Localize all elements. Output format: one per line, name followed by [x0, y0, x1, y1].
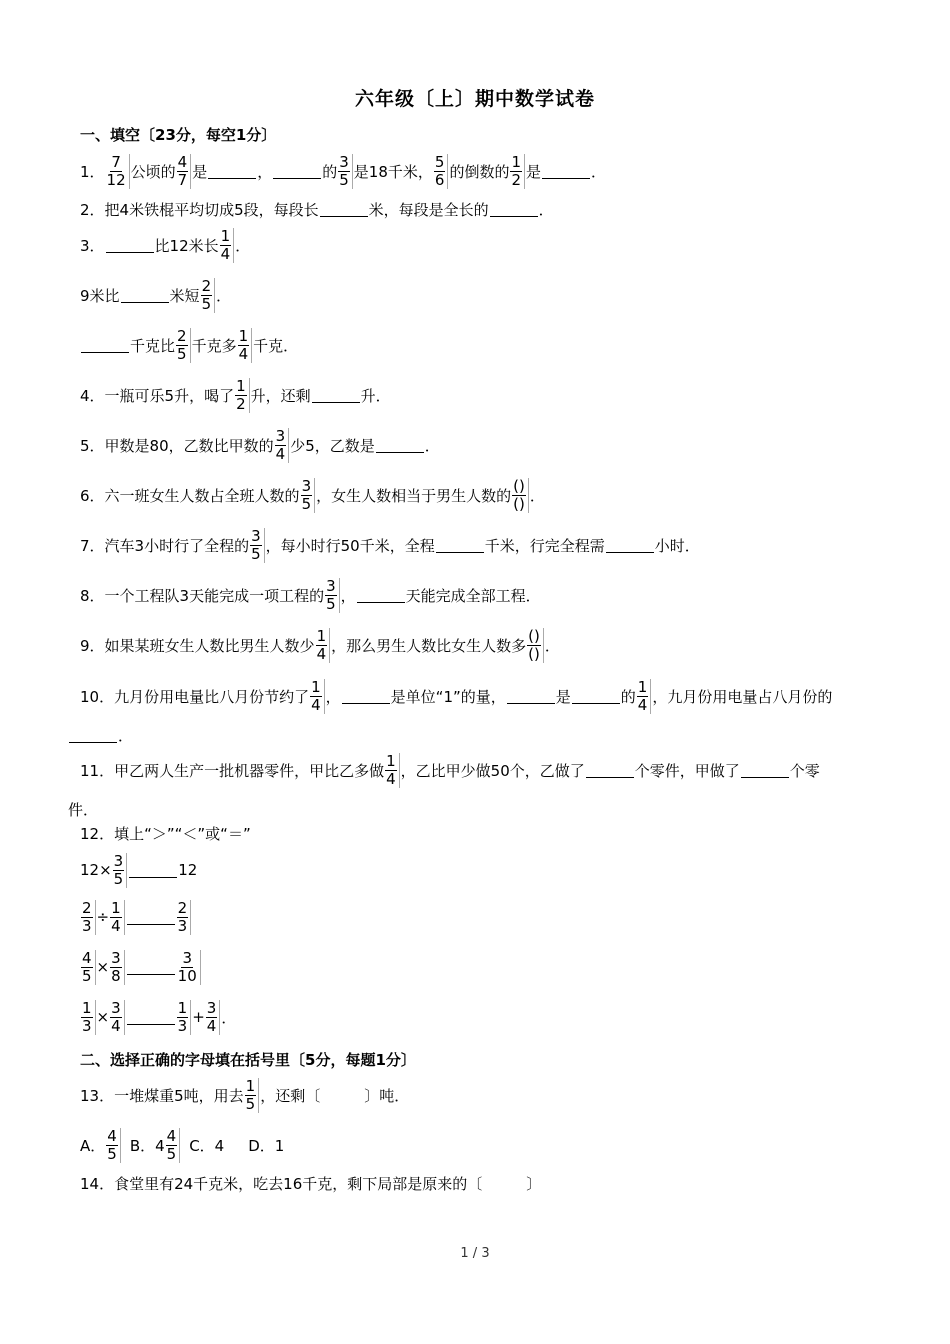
- fraction: $\frac{2}{3}$: [177, 900, 192, 935]
- answer-blank: [208, 164, 256, 179]
- answer-blank: [121, 288, 169, 303]
- fraction: $\frac{3}{4}$: [275, 428, 290, 463]
- fraction: $\frac{2}{5}$: [201, 278, 216, 313]
- answer-blank: [436, 538, 484, 553]
- question-4: 4． 一瓶可乐5升，喝了 $\frac{1}{2}$ 升，还剩 升．: [80, 376, 391, 413]
- fraction: $\frac{1}{4}$: [110, 900, 125, 935]
- answer-blank: [586, 763, 634, 778]
- page-title: 六年级〔上〕期中数学试卷: [354, 88, 595, 110]
- answer-blank: [81, 338, 129, 353]
- answer-blank: [320, 202, 368, 217]
- question-1: 1． $\frac{7}{12}$ 公顷的 $\frac{4}{7}$ 是 ， 的 $\frac{3}{5}$ 是18千米， $\frac{5}{6}$ 的倒数的 $\frac{1}{2}$ 是 ．: [80, 152, 607, 189]
- fraction: $\frac{1}{4}$: [637, 679, 652, 714]
- fraction: $\frac{1}{4}$: [310, 679, 325, 714]
- answer-blank: [606, 538, 654, 553]
- fraction: $\frac{5}{6}$: [434, 154, 449, 189]
- page-number: 1 / 3: [460, 1246, 490, 1261]
- fraction: $\frac{3}{10}$: [177, 950, 201, 985]
- section-heading-1: 一、填空〔23分，每空1分〕: [80, 126, 277, 144]
- answer-blank: [69, 728, 117, 743]
- answer-blank: [342, 689, 390, 704]
- fraction: $\frac{3}{5}$: [325, 578, 340, 613]
- question-5: 5． 甲数是80，乙数比甲数的 $\frac{3}{4}$ 少5，乙数是 ．: [80, 426, 440, 463]
- fraction: $\frac{3}{4}$: [206, 1000, 221, 1035]
- answer-blank: [507, 689, 555, 704]
- fraction-blank: $\frac{()}{()}$: [512, 478, 529, 513]
- fraction: $\frac{1}{3}$: [81, 1000, 96, 1035]
- question-11: 11． 甲乙两人生产一批机器零件，甲比乙多做 $\frac{1}{4}$ ，乙比甲少做50个，乙做了 个零件，甲做了 个零: [80, 751, 820, 788]
- answer-blank: [572, 689, 620, 704]
- answer-blank: [127, 1010, 175, 1025]
- question-10-cont: ．: [68, 712, 133, 758]
- compare-expr-2: $\frac{2}{3}$ ÷ $\frac{1}{4}$ $\frac{2}{3}$: [80, 894, 192, 940]
- answer-blank: [129, 863, 177, 878]
- fraction: $\frac{3}{5}$: [301, 478, 316, 513]
- fraction: $\frac{3}{4}$: [110, 1000, 125, 1035]
- answer-blank: [273, 164, 321, 179]
- question-8: 8． 一个工程队3天能完成一项工程的 $\frac{3}{5}$ ， 天能完成全部工程．: [80, 576, 541, 613]
- fraction: $\frac{1}{4}$: [316, 628, 331, 663]
- question-13-options: A． $\frac{4}{5}$ B．4 $\frac{4}{5}$ C．4 D．1: [80, 1126, 285, 1163]
- fraction: $\frac{1}{3}$: [177, 1000, 192, 1035]
- fraction: $\frac{1}{4}$: [385, 753, 400, 788]
- fraction-blank: $\frac{()}{()}$: [527, 628, 544, 663]
- fraction: $\frac{4}{5}$: [166, 1128, 181, 1163]
- fraction: $\frac{2}{3}$: [81, 900, 96, 935]
- fraction: $\frac{3}{8}$: [110, 950, 125, 985]
- fraction: $\frac{2}{5}$: [176, 328, 191, 363]
- fraction: $\frac{1}{4}$: [220, 228, 235, 263]
- question-7: 7． 汽车3小时行了全程的 $\frac{3}{5}$ ，每小时行50千米，全程 千米，行完全程需 小时．: [80, 526, 700, 563]
- question-14: 14． 食堂里有24千克米，吃去16千克，剩下局部是原来的〔 〕: [80, 1174, 542, 1193]
- section-heading-2: 二、选择正确的字母填在括号里〔5分，每题1分〕: [80, 1051, 416, 1069]
- answer-blank: [127, 910, 175, 925]
- fraction: $\frac{3}{5}$: [338, 154, 353, 189]
- fraction: $\frac{4}{5}$: [106, 1128, 121, 1163]
- fraction: $\frac{3}{5}$: [250, 528, 265, 563]
- compare-expr-1: 12× $\frac{3}{5}$ 12: [80, 851, 198, 888]
- fraction: $\frac{1}{4}$: [238, 328, 253, 363]
- compare-expr-3: $\frac{4}{5}$ × $\frac{3}{8}$ $\frac{3}{10}$: [80, 944, 202, 990]
- question-3b: 9米比 米短 $\frac{2}{5}$ ．: [80, 276, 232, 313]
- answer-blank: [542, 164, 590, 179]
- question-11-cont: 件．: [68, 800, 99, 819]
- question-6: 6． 六一班女生人数占全班人数的 $\frac{3}{5}$ ，女生人数相当于男生人数的 $\frac{()}{()}$ ．: [80, 476, 545, 513]
- question-3c: 千克比 $\frac{2}{5}$ 千克多 $\frac{1}{4}$ 千克．: [80, 322, 298, 368]
- question-12: 12． 填上“＞”“＜”或“＝”: [80, 824, 251, 843]
- question-9: 9． 如果某班女生人数比男生人数少 $\frac{1}{4}$ ，那么男生人数比女生人数多 $\frac{()}{()}$ ．: [80, 626, 560, 663]
- answer-blank: [376, 438, 424, 453]
- answer-blank: [490, 202, 538, 217]
- question-2: 2． 把4米铁棍平均切成5段，每段长 米，每段是全长的 ．: [80, 200, 554, 219]
- answer-blank: [127, 960, 175, 975]
- fraction: $\frac{1}{5}$: [245, 1078, 260, 1113]
- fraction: $\frac{4}{7}$: [177, 154, 192, 189]
- question-13: 13． 一堆煤重5吨，用去 $\frac{1}{5}$ ，还剩〔 〕吨．: [80, 1076, 410, 1113]
- question-10: 10． 九月份用电量比八月份节约了 $\frac{1}{4}$ ， 是单位“1”的量， 是 的 $\frac{1}{4}$ ，九月份用电量占八月份的: [80, 677, 833, 714]
- answer-blank: [741, 763, 789, 778]
- compare-expr-4: $\frac{1}{3}$ × $\frac{3}{4}$ $\frac{1}{3}$ + $\frac{3}{4}$ ．: [82, 998, 237, 1035]
- answer-blank: [106, 238, 154, 253]
- fraction: $\frac{3}{5}$: [113, 853, 128, 888]
- fraction: $\frac{1}{2}$: [235, 378, 250, 413]
- fraction: $\frac{1}{2}$: [510, 154, 525, 189]
- question-3a: 3． 比12米长 $\frac{1}{4}$ ．: [80, 226, 251, 263]
- answer-blank: [357, 588, 405, 603]
- fraction: $\frac{7}{12}$: [106, 154, 130, 189]
- answer-blank: [312, 388, 360, 403]
- fraction: $\frac{4}{5}$: [81, 950, 96, 985]
